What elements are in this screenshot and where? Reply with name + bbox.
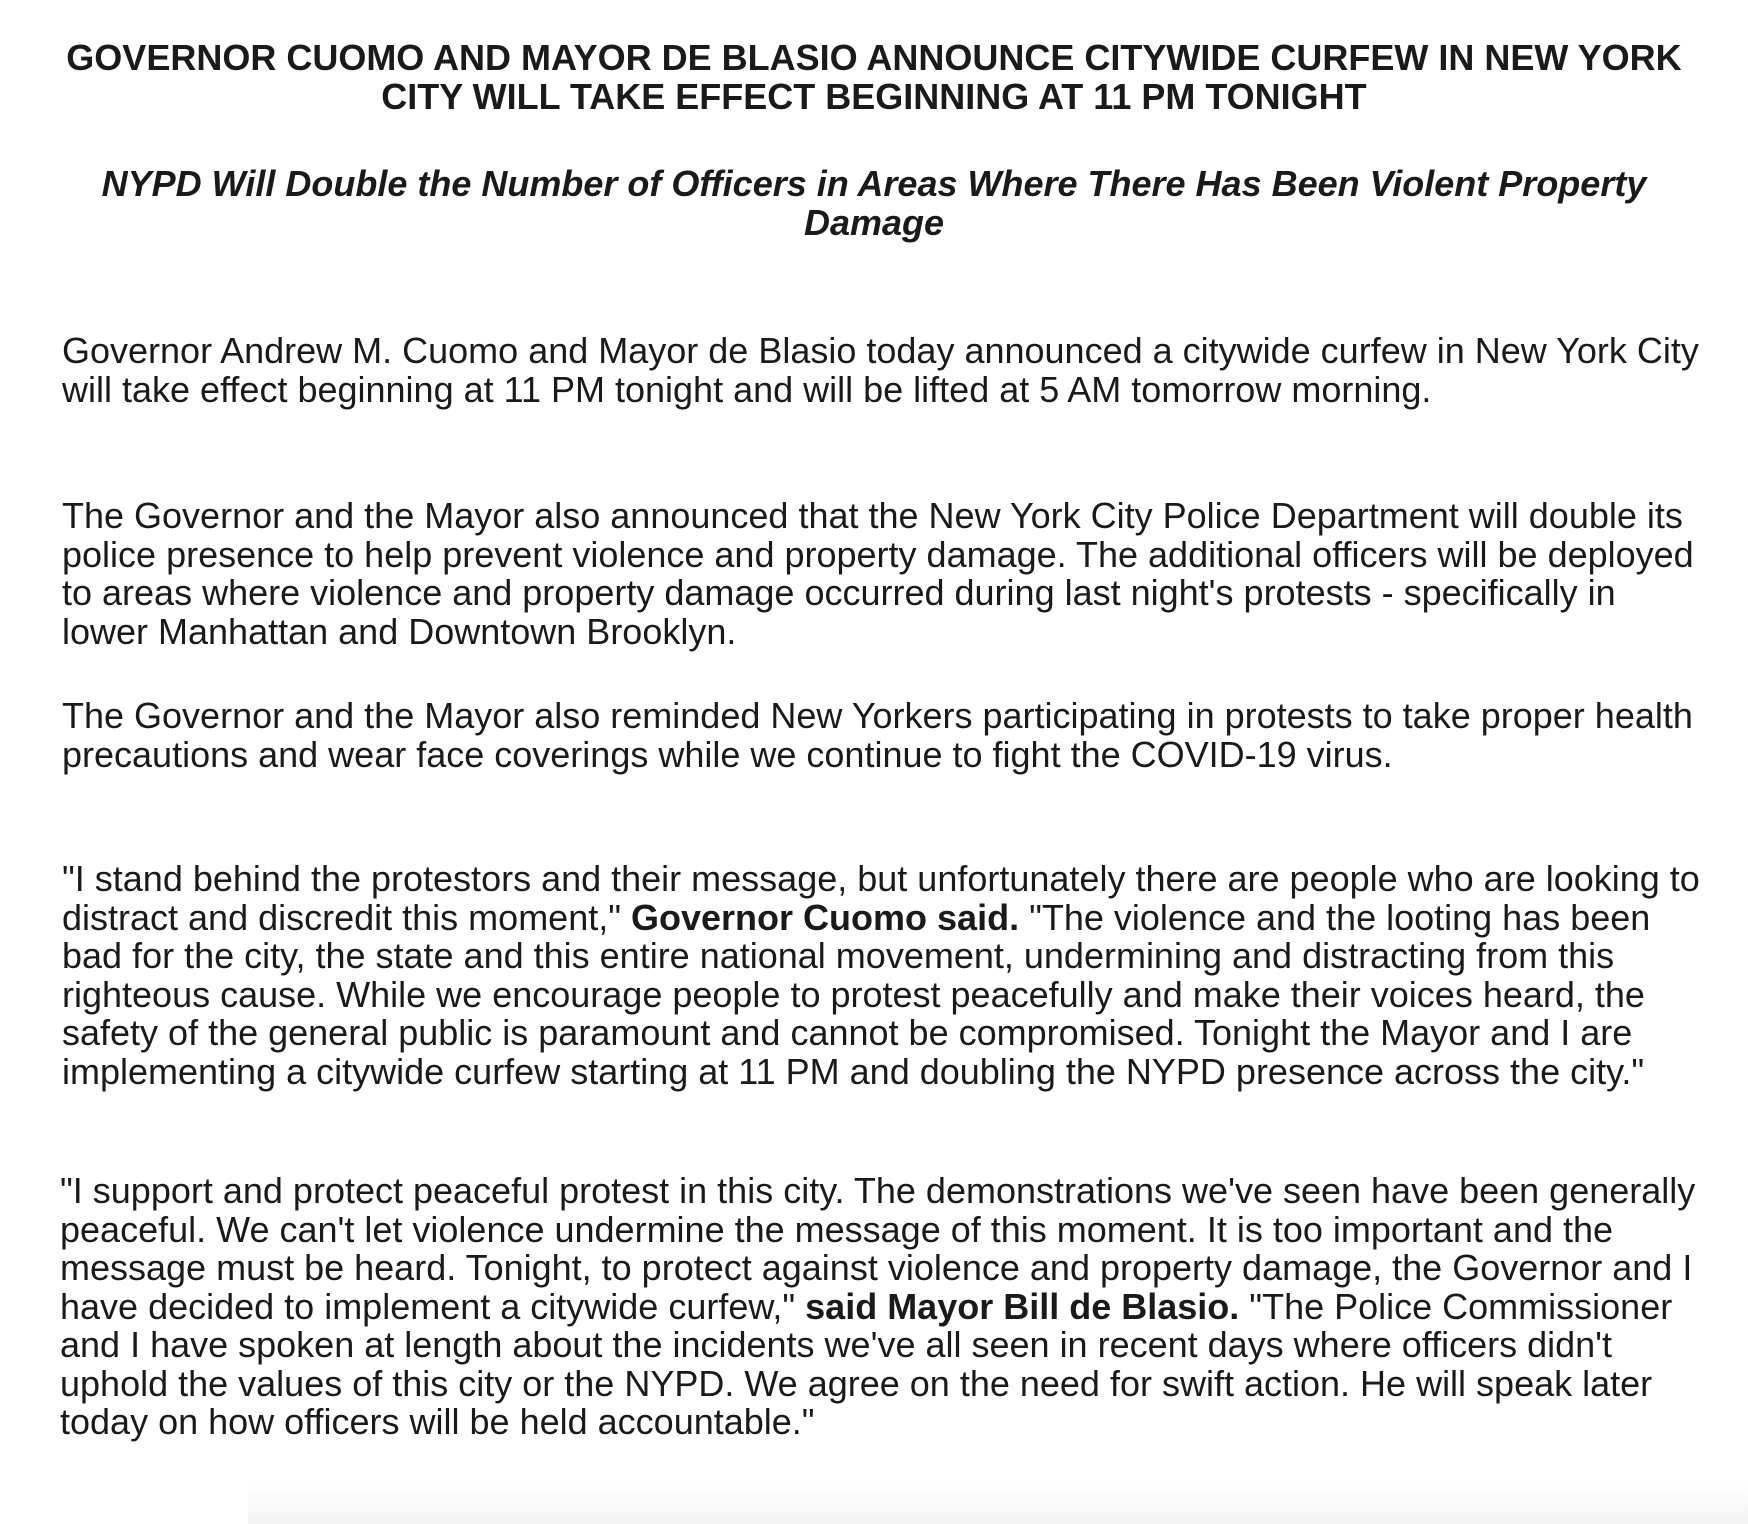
mayor-quote-start: "I support and protect peaceful protest in this city. The demonstrations we've seen have been generally peaceful. We can't let violence undermine the message of this moment. It is too important and the message must be heard. Tonight, to protect against violence and property damage, the Governor and I have decided to implement a citywide curfew," (60, 1170, 1696, 1327)
paragraph-curfew-announcement: Governor Andrew M. Cuomo and Mayor de Blasio today announced a citywide curfew in New York City will take effect beginning at 11 PM tonight and will be lifted at 5 AM tomorrow morning. (62, 330, 1699, 410)
paragraph-police-presence: The Governor and the Mayor also announced that the New York City Police Department will double its police presence to help prevent violence and property damage. The additional officers will be deployed to areas where violence and property damage occurred during last night's protests - specifically in lower Manhattan and Downtown Brooklyn. (62, 495, 1694, 652)
headline: GOVERNOR CUOMO AND MAYOR DE BLASIO ANNOUNCE CITYWIDE CURFEW IN NEW YORK CITY WILL TAKE EFFECT BEGINNING AT 11 PM TONIGHT (66, 37, 1682, 117)
paragraph-health-precautions: The Governor and the Mayor also reminded New Yorkers participating in protests to take proper health precautions and wear face coverings while we continue to fight the COVID-19 virus. (62, 695, 1693, 775)
paragraph-governor-quote (62, 860, 1702, 1091)
governor-quote-end: "The violence and the looting has been bad for the city, the state and this entire national movement, undermining and distracting from this righteous cause. While we encourage people to protest peacefully and make their voices heard, the safety of the general public is paramount and cannot be compromised. Tonight the Mayor and I are implementing a citywide curfew starting at 11 PM and doubling the NYPD presence across the city." (62, 896, 1651, 1092)
paragraph-mayor-quote (60, 1172, 1700, 1442)
page-shadow (248, 1484, 1748, 1524)
governor-quote-start: "I stand behind the protestors and their message, but unfortunately there are people who are looking to distract and discredit this moment," (62, 858, 1700, 938)
mayor-attribution: said Mayor Bill de Blasio. (805, 1285, 1240, 1327)
subheadline: NYPD Will Double the Number of Officers in Areas Where There Has Been Violent Property Damage (101, 163, 1647, 243)
mayor-quote-end: "The Police Commissioner and I have spoken at length about the incidents we've all seen in recent days where officers didn't uphold the values of this city or the NYPD. We agree on the need for swift action. He will speak later today on how officers will be held accountable." (60, 1285, 1673, 1442)
governor-attribution: Governor Cuomo said. (631, 896, 1020, 938)
